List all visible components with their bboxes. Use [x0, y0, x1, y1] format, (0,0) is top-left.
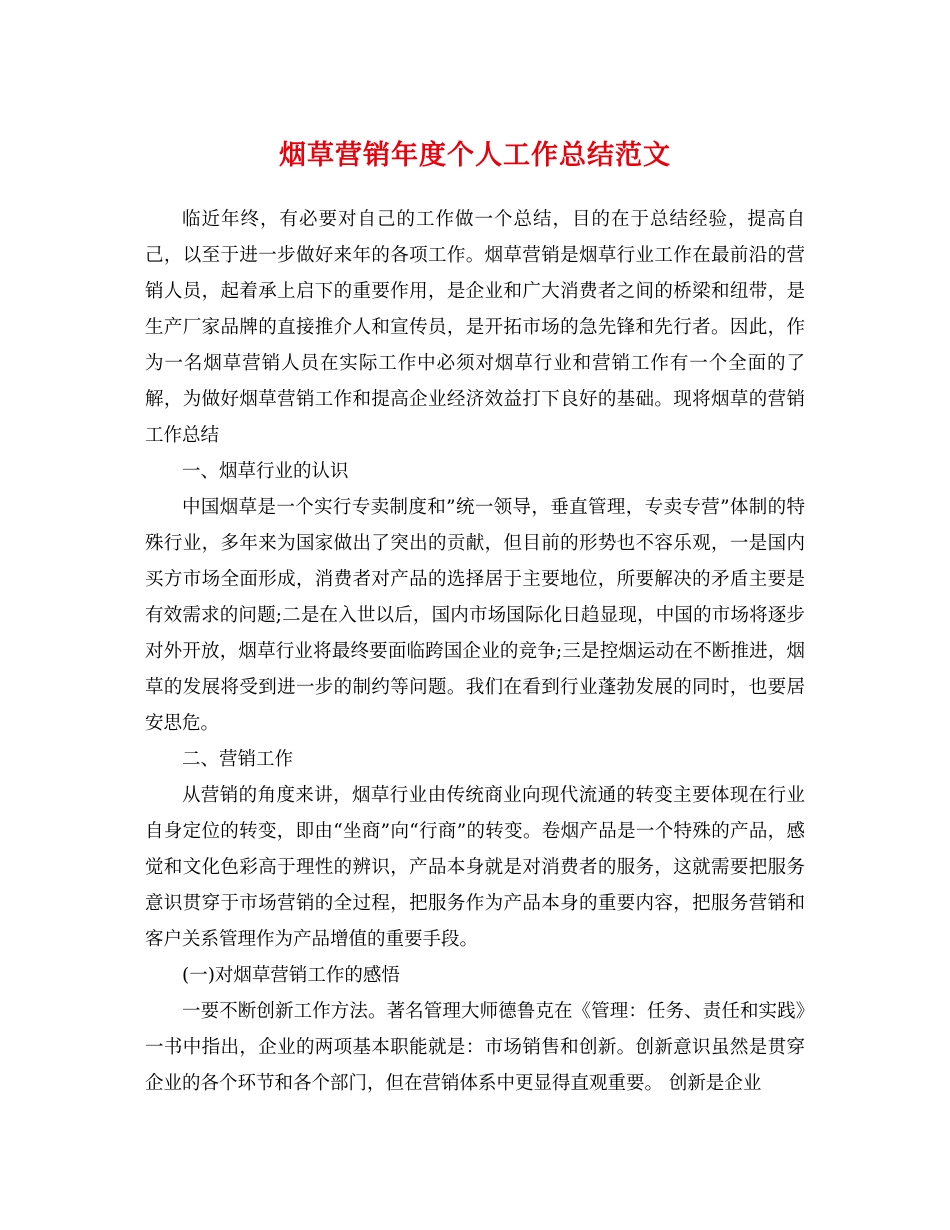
- section-heading-marketing: 二、营销工作: [182, 749, 294, 770]
- paragraph-insight: 一要不断创新工作方法。著名管理大师德鲁克在《管理：任务、责任和实践》一书中指出，企业的两项基本职能就是：市场销售和创新。创新意识虽然是贯穿企业的各个环节和各个部门，但在营销体系中更显得直观重要。 创新是企业: [145, 1001, 805, 1094]
- paragraph-intro: 临近年终，有必要对自己的工作做一个总结，目的在于总结经验，提高自己，以至于进一步做好来年的各项工作。烟草营销是烟草行业工作在最前沿的营销人员，起着承上启下的重要作用，是企业和广大消费者之间的桥梁和纽带，是生产厂家品牌的直接推介人和宣传员，是开拓市场的急先锋和先行者。因此，作为一名烟草营销人员在实际工作中必须对烟草行业和营销工作有一个全面的了解，为做好烟草营销工作和提高企业经济效益打下良好的基础。现将烟草的营销工作总结: [145, 209, 805, 446]
- paragraph-industry: 中国烟草是一个实行专卖制度和”统一领导，垂直管理，专卖专营”体制的特殊行业，多年来为国家做出了突出的贡献，但目前的形势也不容乐观，一是国内买方市场全面形成，消费者对产品的选择居于主要地位，所要解决的矛盾主要是有效需求的问题;二是在入世以后，国内市场国际化日趋显现，中国的市场将逐步对外开放，烟草行业将最终要面临跨国企业的竞争;三是控烟运动在不断推进，烟草的发展将受到进一步的制约等问题。我们在看到行业蓬勃发展的同时，也要居安思危。: [145, 497, 805, 734]
- section-heading-industry: 一、烟草行业的认识: [182, 461, 349, 482]
- paragraph-marketing: 从营销的角度来讲，烟草行业由传统商业向现代流通的转变主要体现在行业自身定位的转变，即由“坐商”向“行商”的转变。卷烟产品是一个特殊的产品，感觉和文化色彩高于理性的辨识，产品本身就是对消费者的服务，这就需要把服务意识贯穿于市场营销的全过程，把服务作为产品本身的重要内容，把服务营销和客户关系管理作为产品增值的重要手段。: [145, 785, 805, 950]
- document-body: [145, 202, 805, 1102]
- document-title: 烟草营销年度个人工作总结范文: [279, 140, 671, 171]
- subsection-heading-insight: (一)对烟草营销工作的感悟: [182, 965, 400, 986]
